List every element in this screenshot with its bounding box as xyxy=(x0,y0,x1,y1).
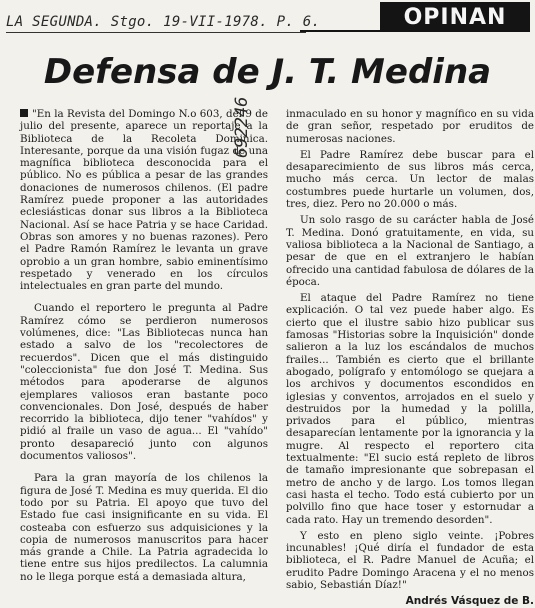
article-paragraph: Cuando el reportero le pregunta al Padre Ramírez cómo se perdieron numerosos volúmenes, dice: "Las Bibliotecas nunca han estado a salvo de los "recolectores de recuerdos". Dicen que el más distinguido "coleccionista" fue don José T. Medina. Sus métodos para apoderarse de algunos ejemplares valiosos eran bastante poco convencionales. Don José, después de haber recorrido la biblioteca, dijo tener "vahídos" y pidió al fraile un vaso de agua... El "vahído" pronto desapareció junto con algunos documentos valiosos". xyxy=(20,302,268,463)
article-headline: Defensa de J. T. Medina xyxy=(43,52,492,92)
archive-catalog-number: 692246 xyxy=(232,96,252,158)
article-paragraph: Para la gran mayoría de los chilenos la figura de José T. Medina es muy querida. El dio todo por su Patria. El apoyo que tuvo del Estado fue casi insignificante en su vida. El costeaba con esfuerzo sus adquisiciones y la copia de numerosos manuscritos para hacer más grande a Chile. La Patria agradecida lo tiene entre sus hijos predilectos. La calumnia no le llega porque está a demasiada altura, xyxy=(20,472,268,583)
author-signature: Andrés Vásquez de B. xyxy=(405,595,534,608)
article-paragraph: El ataque del Padre Ramírez no tiene explicación. O tal vez puede haber algo. Es cierto que el ilustre sabio hizo publicar sus famosas "Historias sobre la Inquisición" donde salieron a la luz los escándalos de muchos frailes... También es cierto que el brillante abogado, polígrafo y entomólogo se quejara a los archivos y documentos escondidos en iglesias y conventos, arrojados en el suelo y destruidos por la humedad y la polilla, privados para el público, mientras desaparecían lentamente por la ignorancia y la mugre. Al respecto el reportero cita textualmente: "El sucio está repleto de libros de tamaño impresionante que sobrepasan el metro de ancho y de largo. Los tomos llegan casi hasta el techo. Todo está cubierto por un polvillo fino que hace toser y estornudar a cada rato. Hay un tremendo desorden". xyxy=(286,292,534,526)
article-left-column xyxy=(20,108,268,587)
article-paragraph: inmaculado en su honor y magnífico en su vida de gran señor, respetado por eruditos de numerosas naciones. xyxy=(286,108,534,145)
article-paragraph: Y esto en pleno siglo veinte. ¡Pobres incunables! ¡Qué diría el fundador de esta biblioteca, el R. Padre Manuel de Acuña; el erudito Padre Domingo Aracena y el no menos sabio, Sebastián Díaz!" xyxy=(286,529,534,591)
handwritten-source-note: LA SEGUNDA. Stgo. 19-VII-1978. P. 6. xyxy=(6,14,321,30)
header-rule xyxy=(300,30,530,32)
section-header: OPINAN xyxy=(380,2,530,32)
article-paragraph: El Padre Ramírez debe buscar para el desaparecimiento de sus libros más cerca, mucho más cerca. Un lector de malas costumbres puede hurtarle un volumen, dos, tres, diez. Pero no 20.000 o más. xyxy=(286,148,534,211)
article-paragraph: Un solo rasgo de su carácter habla de José T. Medina. Donó gratuitamente, en vida, su valiosa biblioteca a la Nacional de Santiago, a pesar de que en el extranjero le habían ofrecido una cantidad fabulosa de dólares de la época. xyxy=(286,214,534,288)
paragraph-bullet-icon xyxy=(20,109,28,117)
article-paragraph: "En la Revista del Domingo N.o 603, del 9 de julio del presente, aparece un reportaje a la Biblioteca de la Recoleta Dominica. Interesante, porque da una visión fugaz de una magnífica biblioteca desconocida para el público. No es pública a pesar de las grandes donaciones de numerosos chilenos. (El padre Ramírez puede proponer a las autoridades eclesiásticas donar sus libros a la Biblioteca Nacional. Así se hace Patria y se hace Caridad. Obras son amores y no buenas razones). Pero el Padre Ramón Ramírez le levanta un grave oprobio a un gran hombre, sabio eminentísimo respetado y venerado en los círculos intelectuales en gran parte del mundo. xyxy=(20,108,268,293)
article-right-column xyxy=(286,108,534,608)
